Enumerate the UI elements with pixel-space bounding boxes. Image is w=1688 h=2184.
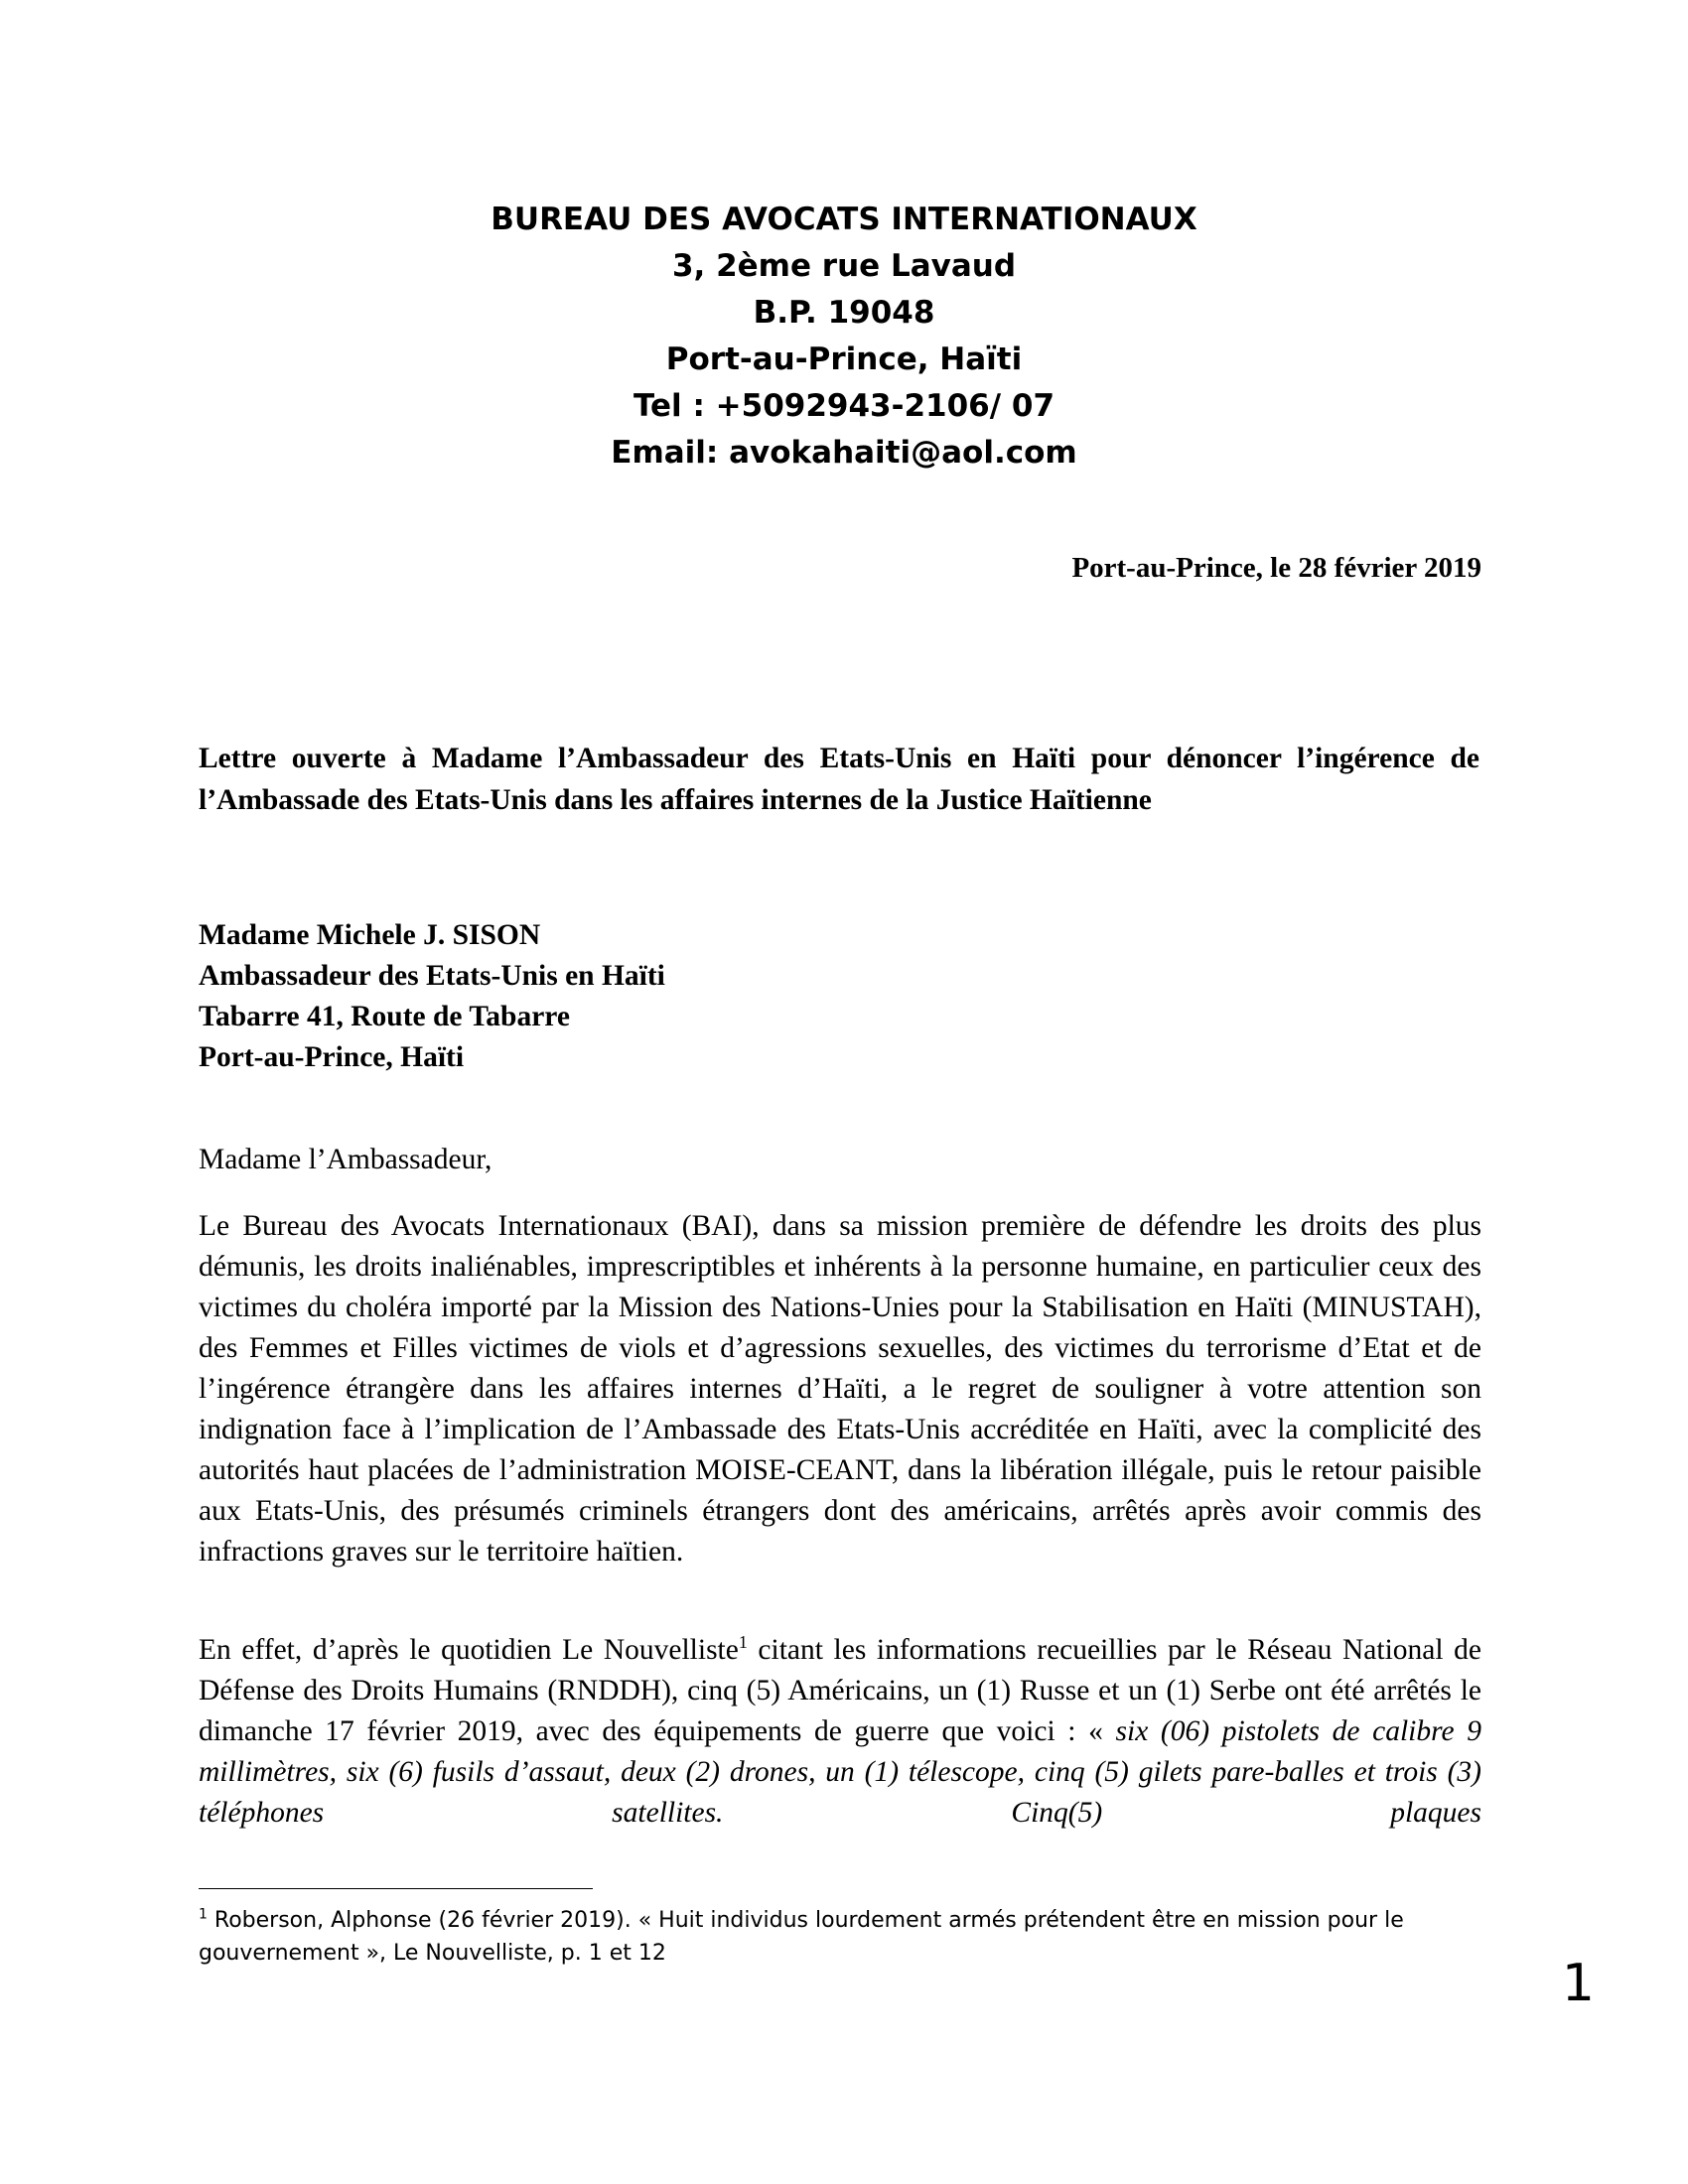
salutation: Madame l’Ambassadeur, [199,1144,492,1175]
footnote-number: 1 [199,1906,208,1923]
body-paragraph-1: Le Bureau des Avocats Internationaux (BAI), dans sa mission première de défendre les droits des plus démunis, les droits inaliénables, imprescriptibles et inhérents à la personne humaine, en particulier ceux des victimes du choléra importé par la Mission des Nations-Unies pour la Stabilisation en Haïti (MINUSTAH), des Femmes et Filles victimes de viols et d’agressions sexuelles, des victimes du terrorisme d’Etat et de l’ingérence étrangère dans les affaires internes d’Haïti, a le regret de souligner à votre attention son indignation face à l’implication de l’Ambassade des Etats-Unis accréditée en Haïti, avec la complicité des autorités haut placées de l’administration MOISE-CEANT, dans la libération illégale, puis le retour paisible aux Etats-Unis, des présumés criminels étrangers dont des américains, arrêtés après avoir commis des infractions graves sur le territoire haïtien. [199,1210,1481,1568]
street-address: 3, 2ème rue Lavaud [671,248,1017,284]
recipient-city: Port-au-Prince, Haïti [199,1041,465,1073]
city: Port-au-Prince, Haïti [665,341,1023,377]
paragraph-2-body: citant les informations recueillies par le Réseau National de Défense des Droits Humains (RNDDH), cinq (5) Américains, un (1) Russe et un (1) Serbe ont été arrêtés le dimanche 17 février 2019, avec des équipements de guerre que voici : « [199,1634,1481,1747]
letter-subject: Lettre ouverte à Madame l’Ambassadeur des Etats-Unis en Haïti pour dénoncer l’ingérence de l’Ambassade des Etats-Unis dans les affaires internes de la Justice Haïtienne [199,743,1479,816]
telephone: Tel : +5092943-2106/ 07 [633,388,1055,424]
recipient-name: Madame Michele J. SISON [199,919,541,951]
footnote-reference: 1 [738,1632,748,1653]
paragraph-2-quote: six (06) pistolets de calibre 9 millimètres, six (6) fusils d’assaut, deux (2) drones, un (1) télescope, cinq (5) gilets pare-balles et trois (3) téléphones satellites. Cinq(5) plaques [199,1715,1481,1829]
recipient-block [199,915,1192,1078]
postal-box: B.P. 19048 [753,295,935,331]
letter-date: Port-au-Prince, le 28 février 2019 [1071,552,1481,584]
recipient-address: Tabarre 41, Route de Tabarre [199,1001,570,1032]
footnote [199,1904,1489,1970]
paragraph-2-intro: En effet, d’après le quotidien Le Nouvelliste [199,1634,739,1666]
page-number: 1 [1561,1954,1595,2013]
organization-name: BUREAU DES AVOCATS INTERNATIONAUX [491,202,1197,237]
recipient-title: Ambassadeur des Etats-Unis en Haïti [199,960,665,992]
body-paragraph-2 [199,1630,1481,1834]
footnote-text: Roberson, Alphonse (26 février 2019). « Huit individus lourdement armés prétendent être en mission pour le gouvernement », Le Nouvelliste, p. 1 et 12 [199,1908,1404,1966]
email: Email: avokahaiti@aol.com [611,435,1077,471]
letterhead [0,197,1688,477]
footnote-separator [199,1888,593,1889]
